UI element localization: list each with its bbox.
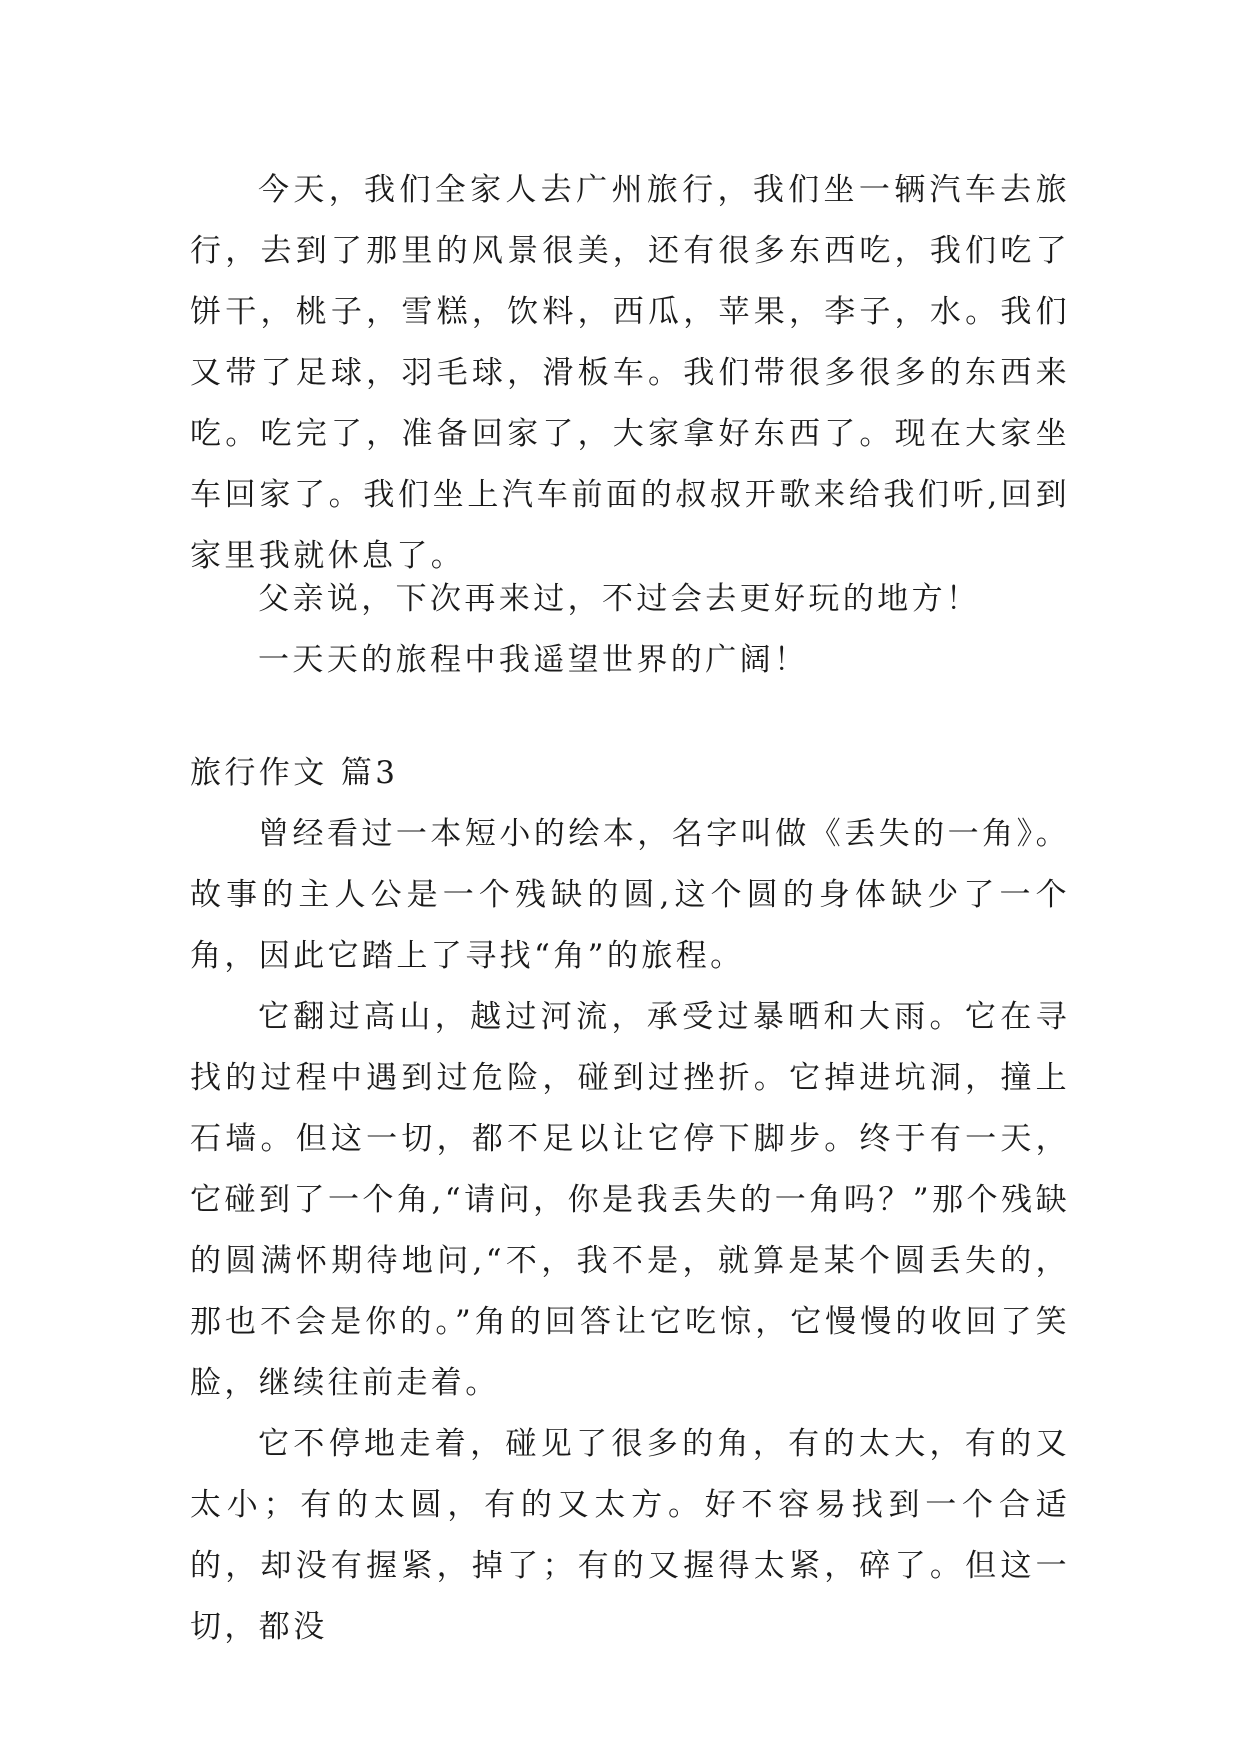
- paragraph-father-said: 父亲说，下次再来过，不过会去更好玩的地方！: [258, 581, 981, 617]
- paragraph-trip-guangzhou: 今天，我们全家人去广州旅行，我们坐一辆汽车去旅行，去到了那里的风景很美，还有很多东西吃，我们吃了饼干，桃子，雪糕，饮料，西瓜，苹果，李子，水。我们又带了足球，羽毛球，滑板车。我们带很多很多的东西来吃。吃完了，准备回家了，大家拿好东西了。现在大家坐车回家了。我们坐上汽车前面的叔叔开歌来给我们听,回到家里我就休息了。: [190, 172, 1070, 574]
- essay-part-1: [190, 160, 1070, 587]
- paragraph-picture-book: 曾经看过一本短小的绘本，名字叫做《丢失的一角》。故事的主人公是一个残缺的圆,这个圆的身体缺少了一个角，因此它踏上了寻找“角”的旅程。: [190, 816, 1070, 974]
- paragraph-over-mountains: 它翻过高山，越过河流，承受过暴晒和大雨。它在寻找的过程中遇到过危险，碰到过挫折。它掉进坑洞，撞上石墙。但这一切，都不足以让它停下脚步。终于有一天，它碰到了一个角,“请问，你是我丢失的一角吗？”那个残缺的圆满怀期待地问,“不，我不是，就算是某个圆丢失的，那也不会是你的。”角的回答让它吃惊，它慢慢的收回了笑脸，继续往前走着。: [190, 999, 1070, 1401]
- paragraph-journey-world: 一天天的旅程中我遥望世界的广阔！: [258, 642, 809, 678]
- section-heading: 旅行作文 篇3: [190, 755, 399, 791]
- essay-part-2: [190, 569, 1070, 691]
- paragraph-many-corners: 它不停地走着，碰见了很多的角，有的太大，有的又太小；有的太圆，有的又太方。好不容易找到一个合适的，却没有握紧，掉了；有的又握得太紧，碎了。但这一切，都没: [190, 1426, 1070, 1645]
- essay-section-3: [190, 743, 1070, 1658]
